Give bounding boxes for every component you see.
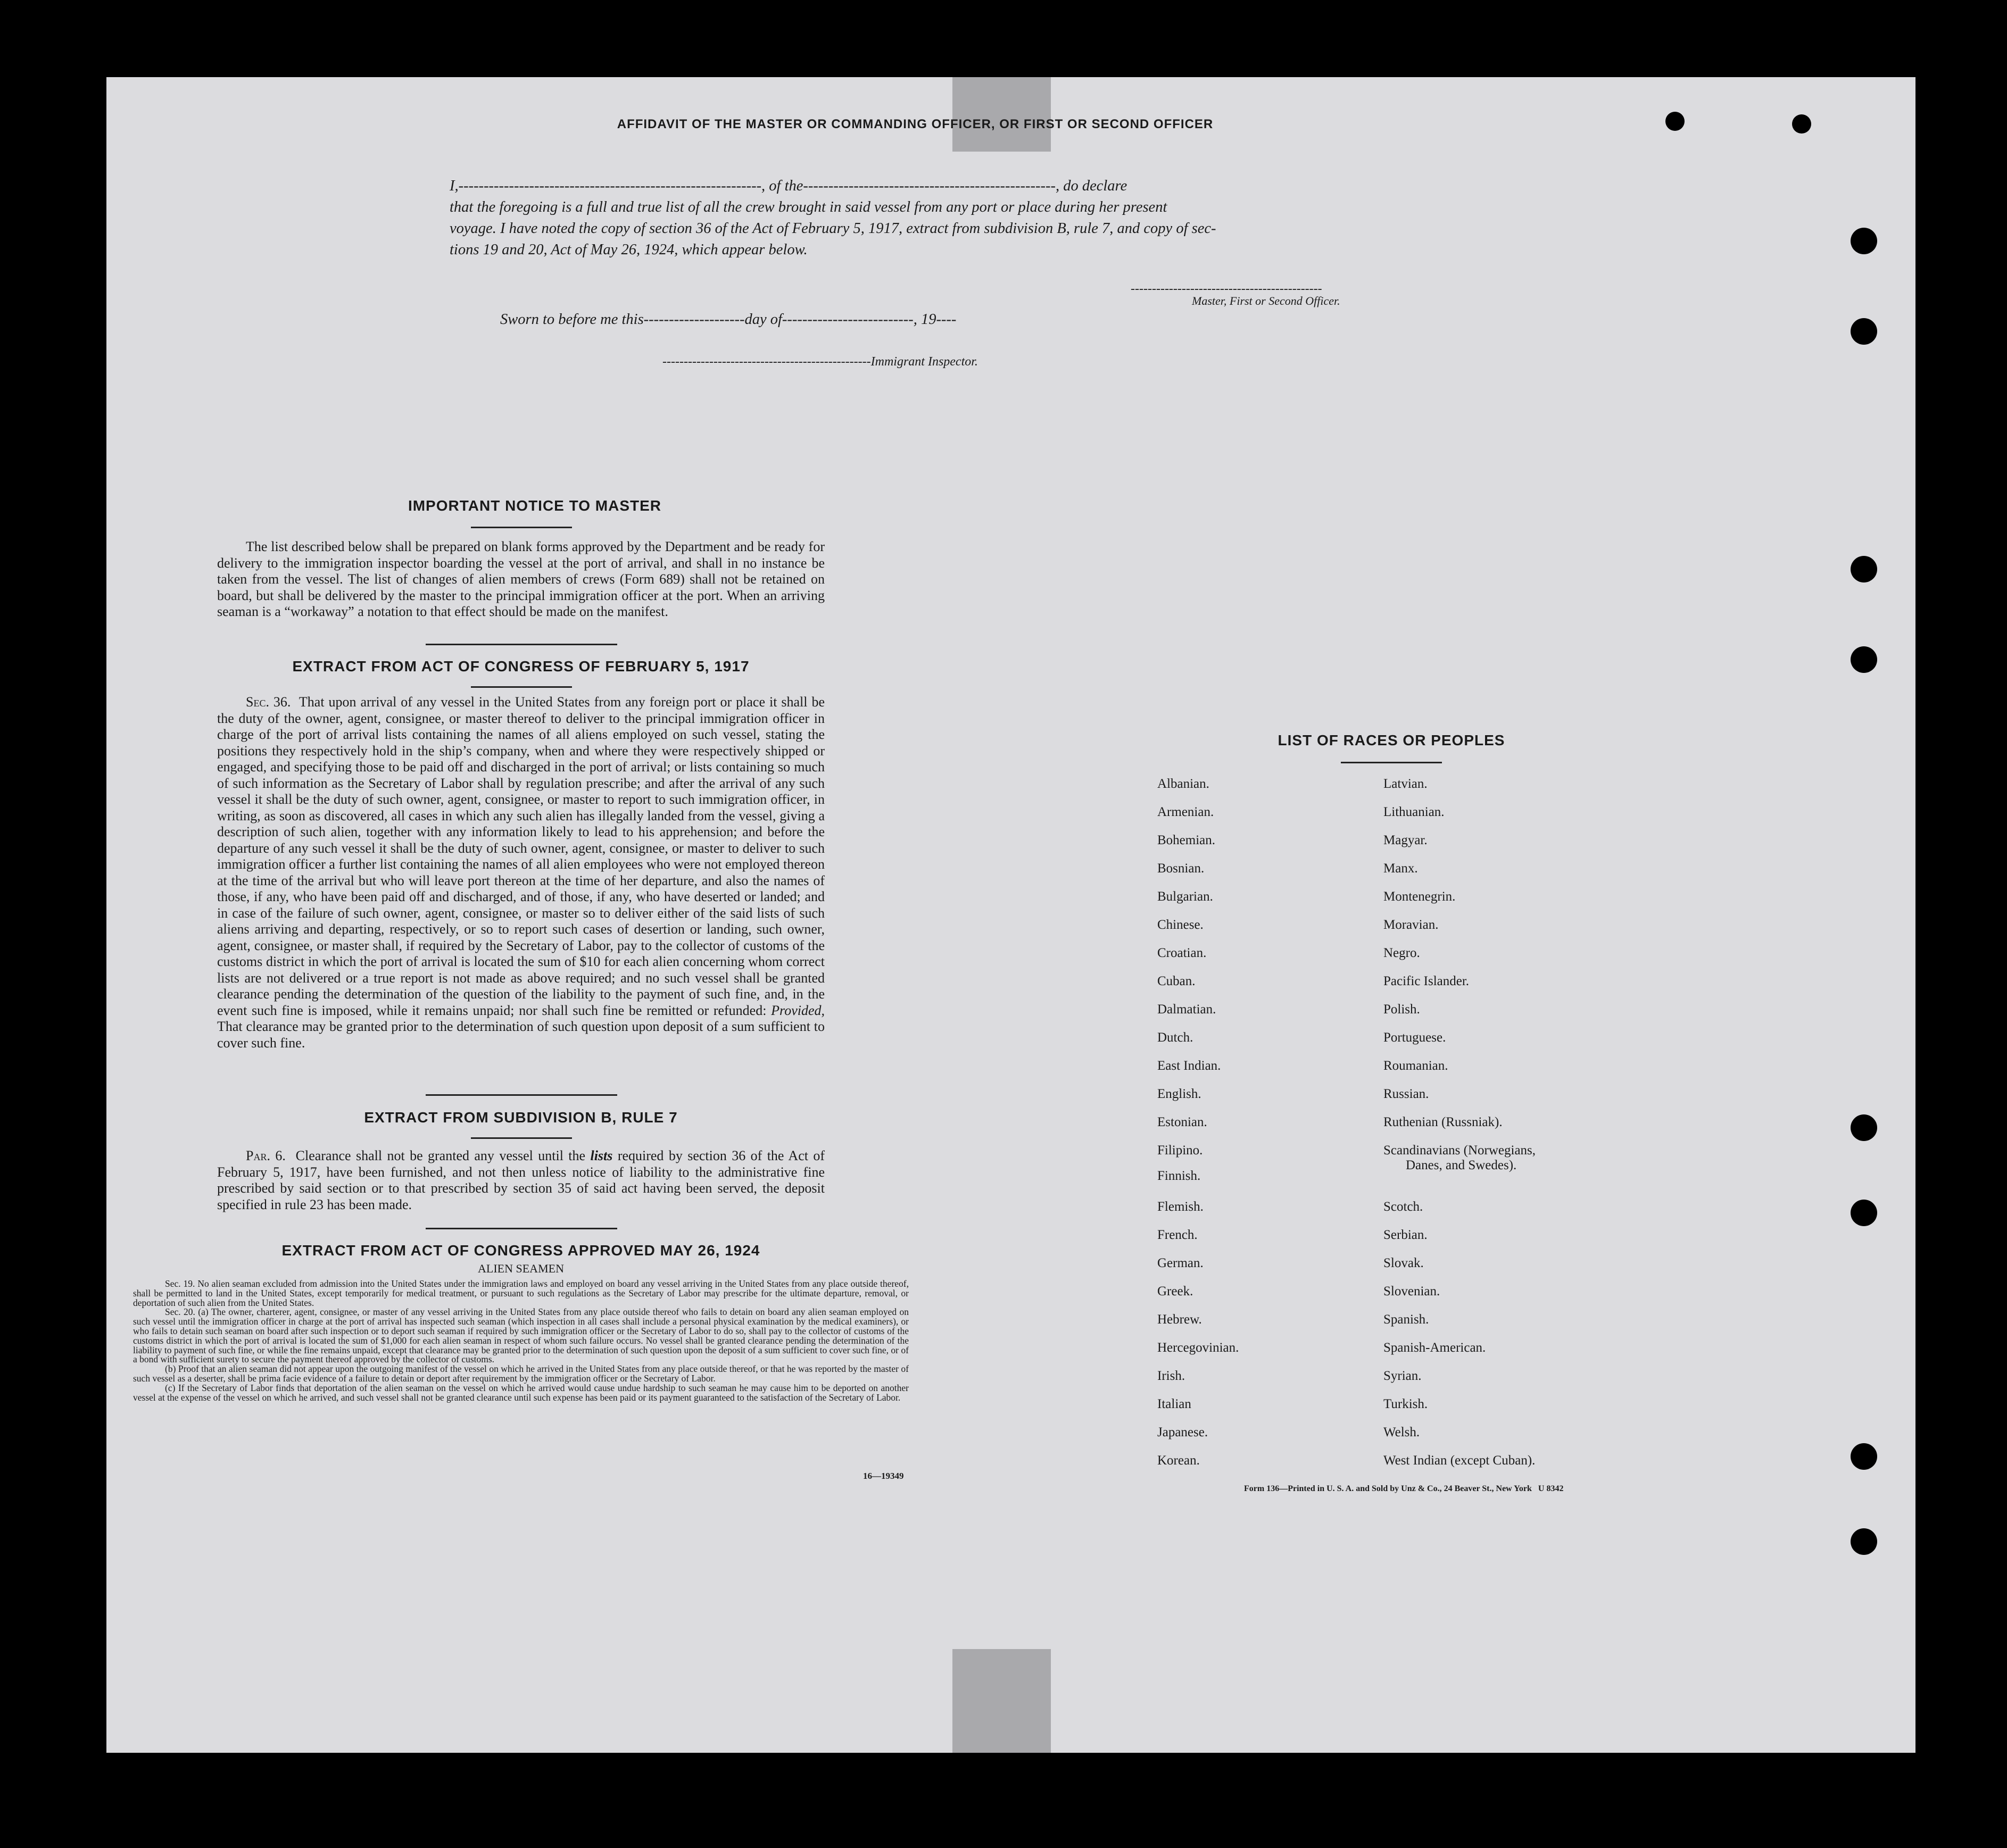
signature-line: --------------------------------------------- — [1131, 282, 1322, 296]
affidavit-line-2: that the foregoing is a full and true list of all the crew brought in said vessel from any port or place during her present — [450, 199, 1167, 215]
punch-hole — [1851, 228, 1877, 254]
race-item: Bosnian. — [1157, 861, 1205, 876]
race-item: Welsh. — [1383, 1425, 1420, 1439]
divider — [426, 644, 617, 645]
race-item: Greek. — [1157, 1284, 1193, 1298]
extract-1917-text: Sec. 36. That upon arrival of any vessel in the United States from any foreign port or place it shall be the duty of the owner, agent, consignee, or master thereof to deliver to the principal immigration officer in charge of the port of arrival lists containing the names of all aliens employed on such vessel, stating the positions they respectively hold in the ship’s company, when and where they were respectively shipped or engaged, and specifying those to be paid off and discharged in the port of arrival; or lists containing so much of such information as the Secretary of Labor shall by regulation prescribe; and after the arrival of any such vessel it shall be the duty of such owner, agent, consignee, or master to report to such immigration officer, in writing, as soon as discovered, all cases in which any such alien has illegally landed from the vessel, giving a description of such alien, together with any information likely to lead to his apprehension; and before the departure of any such vessel it shall be the duty of such owner, agent, consignee, or master to deliver to such immigration officer a further list containing the names of all alien employees who were not employed thereon at the time of the arrival but who will leave port thereon at the time of her departure, and also the names of those, if any, who have been paid off and discharged, and of those, if any, who have deserted or landed; and in case of the failure of such owner, agent, consignee, or master so to deliver either of the said lists of such aliens arriving and departing, respectively, or so to report such cases of desertion or landing, such owner, agent, consignee, or master shall, if required by the Secretary of Labor, pay to the collector of customs of the customs district in which the port of arrival is located the sum of $10 for each alien concerning whom correct lists are not delivered or a true report is not made as above required; and no such vessel shall be granted clearance pending the determination of the question of the liability to the payment of such fine, and, in the event such fine is imposed, while it remains unpaid; nor shall such fine be remitted or refunded: Provided, That clearance may be granted prior to the determination of such question upon deposit of a sum sufficient to cover such fine. — [217, 694, 825, 1051]
affidavit-line-3: voyage. I have noted the copy of section 36 of the Act of February 5, 1917, extract from subdivision B, rule 7, and copy of sec- — [450, 220, 1216, 237]
race-item: Danes, and Swedes). — [1406, 1158, 1517, 1172]
race-item: Slovak. — [1383, 1256, 1424, 1270]
race-item: East Indian. — [1157, 1059, 1221, 1073]
section-label: Sec. 36. — [246, 694, 291, 710]
alien-seamen-subheading: ALIEN SEAMEN — [478, 1262, 564, 1275]
punch-hole — [1851, 556, 1877, 582]
race-item: Scotch. — [1383, 1200, 1423, 1214]
race-item: Albanian. — [1157, 777, 1209, 791]
affidavit-line-1: I,------------------------------------------------------------, of the--------------------------------------------------, do declare — [450, 178, 1127, 194]
race-item: Filipino. — [1157, 1143, 1203, 1158]
race-item: Hebrew. — [1157, 1312, 1202, 1327]
race-item: Serbian. — [1383, 1228, 1428, 1242]
race-item: Irish. — [1157, 1369, 1185, 1383]
affidavit-line-4: tions 19 and 20, Act of May 26, 1924, which appear below. — [450, 242, 808, 258]
race-item: Negro. — [1383, 946, 1420, 960]
printer-imprint: Form 136—Printed in U. S. A. and Sold by Unz & Co., 24 Beaver St., New York U 8342 — [1244, 1484, 1564, 1493]
race-item: Estonian. — [1157, 1115, 1207, 1129]
divider — [471, 1137, 572, 1139]
divider — [426, 1228, 617, 1229]
race-item: Croatian. — [1157, 946, 1207, 960]
race-item: Montenegrin. — [1383, 889, 1456, 904]
race-item: Pacific Islander. — [1383, 974, 1470, 988]
races-left-column — [1157, 777, 1239, 1481]
race-item: Syrian. — [1383, 1369, 1422, 1383]
race-item: Italian — [1157, 1397, 1191, 1411]
tape-strip-top — [952, 77, 1051, 152]
race-item: Roumanian. — [1383, 1059, 1448, 1073]
race-item: English. — [1157, 1087, 1201, 1101]
divider — [471, 686, 572, 688]
divider — [426, 1094, 617, 1096]
race-item: Chinese. — [1157, 918, 1204, 932]
race-item: Hercegovinian. — [1157, 1341, 1239, 1355]
divider — [1341, 762, 1442, 763]
punch-hole — [1792, 114, 1811, 134]
affidavit-heading: AFFIDAVIT OF THE MASTER OR COMMANDING OFFICER, OR FIRST OR SECOND OFFICER — [617, 117, 1214, 131]
affidavit-text — [450, 176, 1461, 261]
race-item: Dutch. — [1157, 1030, 1193, 1045]
races-right-column — [1383, 777, 1536, 1481]
race-item: Moravian. — [1383, 918, 1439, 932]
race-item: French. — [1157, 1228, 1198, 1242]
punch-hole — [1851, 318, 1877, 345]
race-item: Russian. — [1383, 1087, 1429, 1101]
race-item: Bulgarian. — [1157, 889, 1213, 904]
signature-label: Master, First or Second Officer. — [1192, 294, 1340, 307]
subdivision-heading: EXTRACT FROM SUBDIVISION B, RULE 7 — [364, 1109, 678, 1126]
race-item: Scandinavians (Norwegians, — [1383, 1143, 1536, 1158]
punch-hole — [1851, 1200, 1877, 1226]
race-item: Bohemian. — [1157, 833, 1216, 847]
race-item: Cuban. — [1157, 974, 1196, 988]
notice-heading: IMPORTANT NOTICE TO MASTER — [408, 497, 662, 514]
punch-hole — [1851, 1443, 1877, 1470]
punch-hole — [1665, 112, 1685, 131]
form-code: 16—19349 — [863, 1471, 904, 1481]
race-item: Japanese. — [1157, 1425, 1208, 1439]
inspector-line: -------------------------------------------------Immigrant Inspector. — [662, 355, 978, 369]
race-item: Finnish. — [1157, 1169, 1201, 1183]
divider — [471, 527, 572, 528]
race-item: German. — [1157, 1256, 1204, 1270]
extract-1924-text: Sec. 19. No alien seaman excluded from admission into the United States under the immigration laws and employed on board any vessel arriving in the United States from any place outside thereof, shall be permitted to land in the United States, except temporarily for medical treatment, or pursuant to such regulations as the Secretary of Labor may prescribe for the ultimate departure, removal, or deportation of such alien from the United States. Sec. 20. (a) The owner, charterer, agent, consignee, or master of any vessel arriving in the United States from any place outside thereof who fails to detain on board any alien seaman employed on such vessel until the immigration officer in charge at the port of arrival has inspected such seaman (which inspection in all cases shall include a personal physical examination by the medical examiners), or who fails to detain such seaman on board after such inspection or to deport such seaman if required by such immigration officer or the Secretary of Labor to do so, shall pay to the collector of customs of the customs district in which the port of arrival is located the sum of $1,000 for each alien seaman in respect of whom such failure occurs. No vessel shall be granted clearance pending the determination of the liability to payment of such fine, or while the fine remains unpaid, except that clearance may be granted prior to the determination of such question upon the deposit of a sum sufficient to cover such fine, or of a bond with sufficient surety to secure the payment thereof approved by the collector of customs. (b) Proof that an alien seaman did not appear upon the outgoing manifest of the vessel on which he arrived in the United States from any place outside thereof, or that he was reported by the master of such vessel as a deserter, shall be prima facie evidence of a failure to detain or deport after requirement by the immigration officer or the Secretary of Labor. (c) If the Secretary of Labor finds that deportation of the alien seaman on the vessel on which he arrived would cause undue hardship to such seaman he may cause him to be deported on another vessel at the expense of the vessel on which he arrived, and such vessel shall not be granted clearance until such expense has been paid or its payment guaranteed to the satisfaction of the Secretary of Labor. — [133, 1278, 909, 1403]
race-item: Slovenian. — [1383, 1284, 1440, 1298]
race-item: Armenian. — [1157, 805, 1214, 819]
race-item: Spanish-American. — [1383, 1341, 1486, 1355]
race-item: Latvian. — [1383, 777, 1428, 791]
race-item: Polish. — [1383, 1002, 1420, 1017]
notice-text: The list described below shall be prepared on blank forms approved by the Department and be ready for delivery to the immigration inspector boarding the vessel at the port of arrival, and shall in no instance be taken from the vessel. The list of changes of alien members of crews (Form 689) shall not be retained on board, but shall be delivered by the master to the principal immigration officer at the port. When an arriving seaman is a “workaway” a notation to that effect should be made on the manifest. — [217, 539, 825, 619]
race-item: Korean. — [1157, 1453, 1200, 1468]
punch-hole — [1851, 1114, 1877, 1141]
race-item: Manx. — [1383, 861, 1418, 876]
race-item: West Indian (except Cuban). — [1383, 1453, 1536, 1468]
race-item: Flemish. — [1157, 1200, 1204, 1214]
extract-1924-heading: EXTRACT FROM ACT OF CONGRESS APPROVED MAY 26, 1924 — [281, 1242, 760, 1259]
race-item: Ruthenian (Russniak). — [1383, 1115, 1503, 1129]
sworn-line: Sworn to before me this--------------------day of--------------------------, 19---- — [500, 311, 957, 328]
race-item: Turkish. — [1383, 1397, 1428, 1411]
race-item: Lithuanian. — [1383, 805, 1445, 819]
race-item: Dalmatian. — [1157, 1002, 1216, 1017]
race-item: Portuguese. — [1383, 1030, 1446, 1045]
tape-strip-bottom — [952, 1649, 1051, 1753]
punch-hole — [1851, 1528, 1877, 1555]
races-heading: LIST OF RACES OR PEOPLES — [1278, 732, 1505, 748]
race-item: Spanish. — [1383, 1312, 1429, 1327]
subdivision-text: Par. 6. Clearance shall not be granted any vessel until the lists required by section 36 of the Act of February 5, 1917, have been furnished, and not then unless notice of liability to the administrative fine prescribed by said section or to that prescribed by section 35 of said act having been served, the deposit specified in rule 23 has been made. — [217, 1148, 825, 1212]
extract-1917-heading: EXTRACT FROM ACT OF CONGRESS OF FEBRUARY 5, 1917 — [292, 658, 750, 675]
race-item: Magyar. — [1383, 833, 1428, 847]
punch-hole — [1851, 646, 1877, 673]
